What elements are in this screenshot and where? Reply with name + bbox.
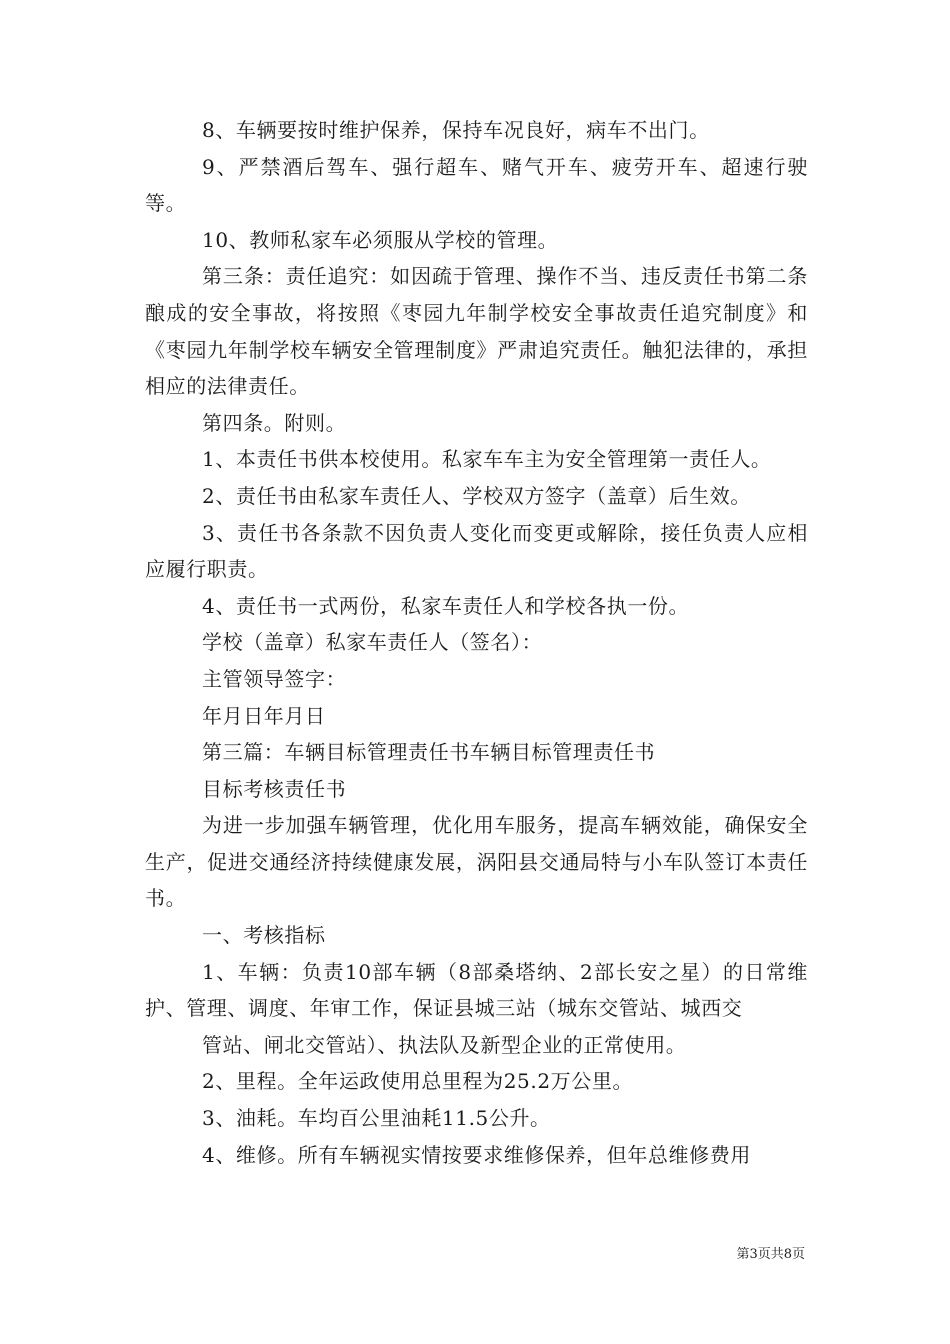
document-body	[145, 112, 808, 1173]
page-number: 第3页共8页	[736, 1247, 805, 1262]
paragraph-appendix-2: 2、责任书由私家车责任人、学校双方签字（盖章）后生效。	[202, 483, 751, 508]
paragraph-item-10: 10、教师私家车必须服从学校的管理。	[202, 227, 559, 252]
signature-line-leader: 主管领导签字：	[202, 666, 347, 691]
signature-line-school: 学校（盖章）私家车责任人（签名）：	[202, 630, 543, 655]
paragraph-indicator-fuel: 3、油耗。车均百公里油耗11.5公升。	[202, 1106, 551, 1131]
paragraph-indicator-mileage: 2、里程。全年运政使用总里程为25.2万公里。	[202, 1069, 634, 1094]
paragraph-intro: 为进一步加强车辆管理，优化用车服务，提高车辆效能，确保安全生产，促进交通经济持续健康发展，涡阳县交通局特与小车队签订本责任书。	[145, 813, 808, 911]
paragraph-item-8: 8、车辆要按时维护保养，保持车况良好，病车不出门。	[202, 118, 710, 142]
paragraph-indicator-vehicles-cont: 管站、闸北交管站）、执法队及新型企业的正常使用。	[202, 1032, 687, 1057]
paragraph-article-4-heading: 第四条。附则。	[202, 410, 347, 435]
section-heading-part-3: 第三篇：车辆目标管理责任书车辆目标管理责任书	[202, 740, 656, 765]
date-line: 年月日年月日	[202, 703, 326, 728]
heading-assessment-indicators: 一、考核指标	[202, 923, 326, 948]
paragraph-indicator-repair: 4、维修。所有车辆视实情按要求维修保养，但年总维修费用	[202, 1142, 751, 1167]
section-subheading: 目标考核责任书	[202, 776, 347, 801]
paragraph-article-3: 第三条：责任追究：如因疏于管理、操作不当、违反责任书第二条酿成的安全事故，将按照《枣园九年制学校安全事故责任追究制度》和《枣园九年制学校车辆安全管理制度》严肃追究责任。触犯法律的，承担相应的法律责任。	[145, 264, 808, 399]
paragraph-indicator-vehicles: 1、车辆：负责10部车辆（8部桑塔纳、2部长安之星）的日常维护、管理、调度、年审工作，保证县城三站（城东交管站、城西交	[145, 959, 808, 1021]
paragraph-appendix-3: 3、责任书各条款不因负责人变化而变更或解除，接任负责人应相应履行职责。	[145, 520, 808, 582]
paragraph-appendix-4: 4、责任书一式两份，私家车责任人和学校各执一份。	[202, 593, 690, 618]
paragraph-item-9: 9、严禁酒后驾车、强行超车、赌气开车、疲劳开车、超速行驶等。	[145, 154, 808, 216]
paragraph-appendix-1: 1、本责任书供本校使用。私家车车主为安全管理第一责任人。	[202, 447, 772, 472]
